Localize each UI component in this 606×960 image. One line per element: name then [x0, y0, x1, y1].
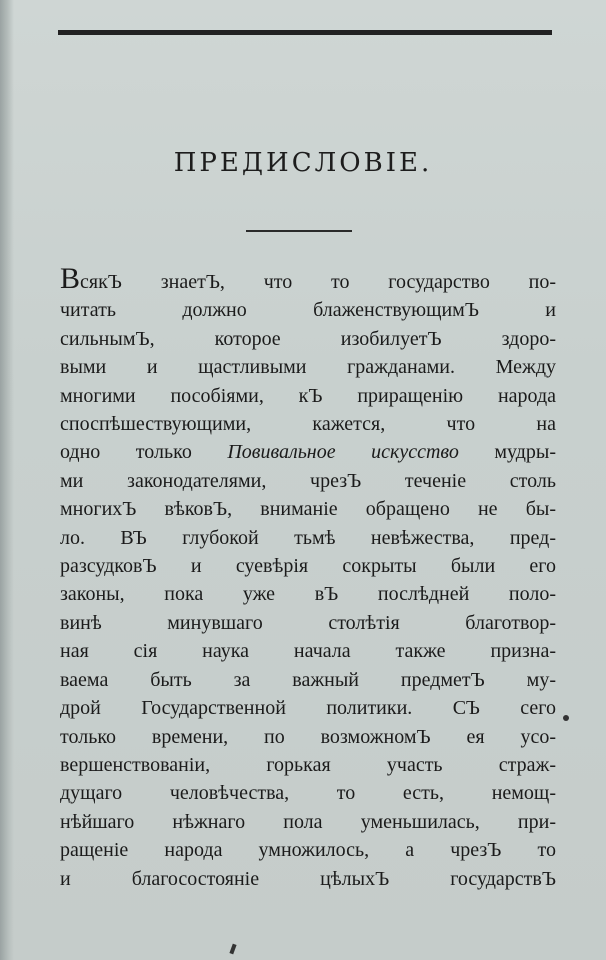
text-line: законы, пока уже вЪ послѣдней поло-: [60, 583, 556, 606]
drop-letter: В: [60, 262, 81, 295]
text-line: и благосостояніе цѣлыхЪ государствЪ: [60, 867, 556, 890]
text-line: сильнымЪ, которое изобилуетЪ здоро-: [60, 327, 556, 350]
page-binding-edge: [0, 0, 14, 960]
text-line: многими пособіями, кЪ приращенію народа: [60, 384, 556, 407]
text-line: вершенствованіи, горькая участь страж-: [60, 753, 556, 776]
text-line: читать должно блаженствующимЪ и: [60, 299, 556, 322]
page-heading: ПРЕДИСЛОВІЕ.: [173, 148, 433, 178]
text-line: выми и щастливыми гражданами. Между: [60, 356, 556, 379]
text-line: ваема быть за важный предметЪ му-: [60, 668, 556, 691]
text-line: ная сія наука начала также призна-: [60, 640, 556, 663]
text-line: ращеніе народа умножилось, а чрезЪ то: [60, 839, 556, 862]
text-line: дущаго человѣчества, то есть, немощ-: [60, 782, 556, 805]
text-line: разсудковЪ и суевѣрія сокрыты были его: [60, 555, 556, 578]
text-line: дрой Государственной политики. СЪ сего: [60, 697, 556, 720]
italic-term: Повивальное искусство: [227, 441, 459, 464]
text-line: только времени, по возможномЪ ея усо-: [60, 725, 556, 748]
text-line: одно только Повивальное искусство мудры-: [60, 441, 556, 464]
text-line: споспѣшествующими, кажется, что на: [60, 413, 556, 436]
top-rule: [58, 30, 552, 35]
text-line: ло. ВЪ глубокой тьмѣ невѣжества, пред-: [60, 526, 556, 549]
text-line: винѣ минувшаго столѣтія благотвор-: [60, 611, 556, 634]
title-rule: [246, 230, 352, 232]
preface-paragraph: [60, 262, 556, 893]
text-line: нѣйшаго нѣжнаго пола уменьшилась, при-: [60, 810, 556, 833]
ink-speck: [229, 944, 236, 955]
margin-ink-mark: [563, 715, 569, 721]
text-line: ми законодателями, чрезЪ теченіе столь: [60, 469, 556, 492]
text-line: многихЪ вѣковЪ, вниманіе обращено не бы-: [60, 498, 556, 521]
text-line: ВсякЪ знаетЪ, что то государство по-: [60, 262, 556, 295]
